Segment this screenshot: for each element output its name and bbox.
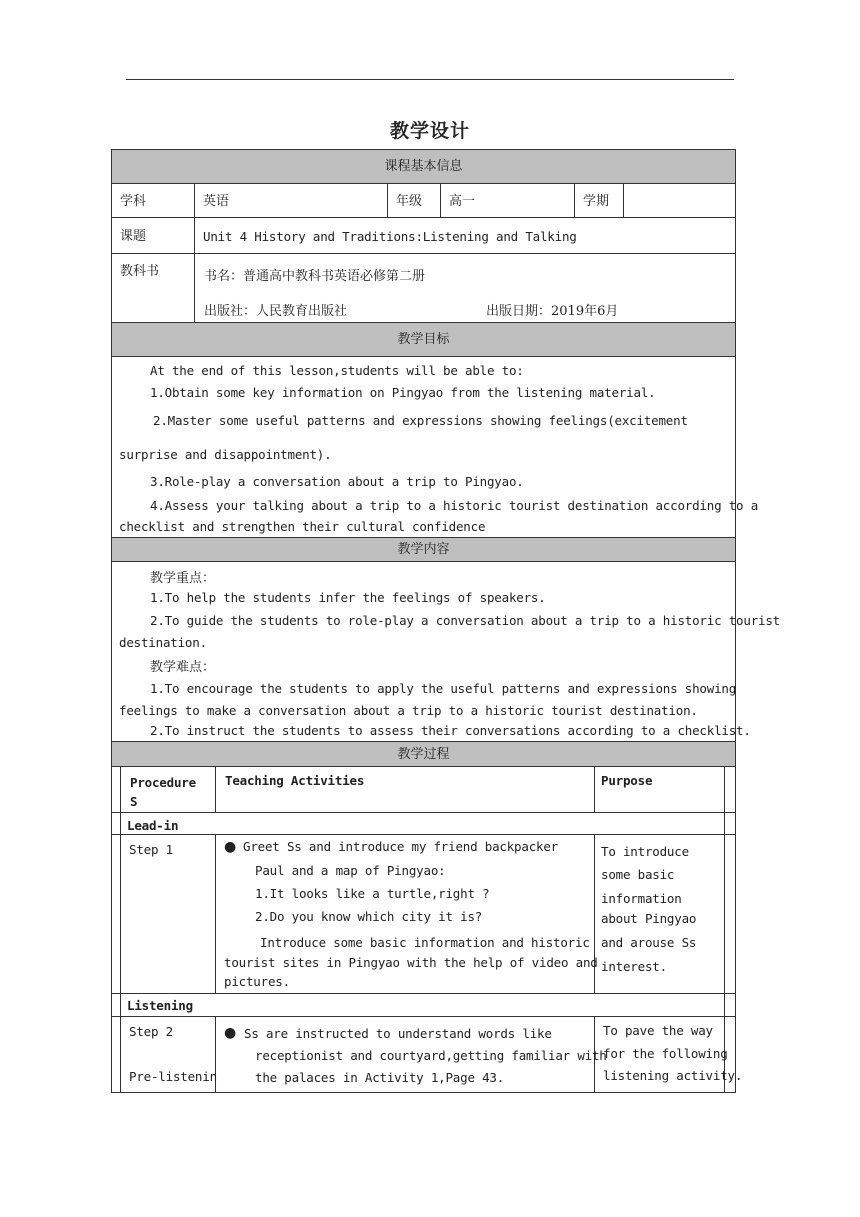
row-divider-listening (111, 1016, 736, 1017)
process-table-left-inner-border (120, 766, 121, 1093)
difficult-point: 2.To instruct the students to assess their conversations according to a checklist. (150, 723, 751, 738)
step1-purpose-line: and arouse Ss (601, 935, 697, 950)
step2-activity-line: receptionist and courtyard,getting familiar with (255, 1048, 607, 1063)
topic-value-cell (194, 217, 736, 254)
bullet-icon: ● (224, 1025, 237, 1041)
key-point: 1.To help the students infer the feelings of speakers. (150, 590, 546, 605)
section-process-label: 教学过程 (397, 747, 450, 762)
row-divider-leadin (111, 834, 736, 835)
term-value-cell (623, 183, 736, 218)
step1-purpose-line: some basic (601, 867, 675, 882)
procedures-header-wrap: S (130, 794, 138, 809)
process-col-divider-2 (594, 766, 595, 812)
step1-activity-line: Greet Ss and introduce my friend backpacker (243, 839, 559, 854)
goal-item: 4.Assess your talking about a trip to a historic tourist destination according to a (150, 498, 759, 513)
section-goals-header (111, 322, 736, 357)
step1-purpose-line: information (601, 891, 682, 906)
section-process-header (111, 741, 736, 767)
publication-date: 出版日期：2019年6月 (486, 304, 619, 319)
topic-label: 课题 (120, 229, 147, 244)
textbook-label: 教科书 (120, 264, 160, 279)
step1-activity-line: 1.It looks like a turtle,right ? (255, 886, 490, 901)
step2-label: Step 2 (129, 1024, 173, 1039)
key-point: 2.To guide the students to role-play a conversation about a trip to a historic tourist (150, 613, 781, 628)
activities-header: Teaching Activities (225, 773, 365, 788)
textbook-value-cell (194, 253, 736, 323)
step1-purpose-line: interest. (601, 959, 667, 974)
grade-label-cell (387, 183, 441, 218)
textbook-label-cell (111, 253, 195, 323)
content-body (111, 561, 781, 742)
process-col-divider-1 (215, 766, 216, 812)
goal-item-continued: checklist and strengthen their cultural confidence (119, 519, 486, 534)
section-basic-info-label: 课程基本信息 (384, 159, 463, 174)
step2-purpose-line: To pave the way (603, 1023, 713, 1038)
topic-value: Unit 4 History and Traditions:Listening and Talking (203, 229, 577, 244)
step1-activity-line: pictures. (224, 974, 290, 989)
goal-item: 1.Obtain some key information on Pingyao from the listening material. (150, 385, 656, 400)
goal-item-continued: surprise and disappointment). (119, 447, 332, 462)
process-table (111, 766, 736, 1093)
grade-value-cell (440, 183, 575, 218)
row-divider-header (111, 812, 736, 813)
process-table-right-inner-border (724, 766, 725, 1093)
step1-activity-line: tourist sites in Pingyao with the help of video and (224, 955, 598, 970)
process-col-divider-1b (215, 834, 216, 994)
book-name: 书名：普通高中教科书英语必修第二册 (204, 269, 426, 284)
header-rule (126, 79, 734, 80)
goal-item: 2.Master some useful patterns and expressions showing feelings(excitement (153, 413, 688, 428)
subject-label-cell (111, 183, 195, 218)
goal-item: 3.Role-play a conversation about a trip to Pingyao. (150, 474, 524, 489)
step2-sublabel: Pre-listenin (129, 1069, 217, 1084)
subject-value-cell (194, 183, 388, 218)
difficult-point-continued: feelings to make a conversation about a trip to a historic tourist destination. (119, 703, 698, 718)
section-goals-label: 教学目标 (397, 332, 450, 347)
term-label: 学期 (583, 194, 610, 209)
procedures-header: Procedure (130, 775, 196, 790)
publisher: 出版社：人民教育出版社 (204, 304, 348, 319)
step2-purpose-line: listening activity. (603, 1068, 743, 1083)
grade-label: 年级 (396, 194, 423, 209)
step2-activity-line: Ss are instructed to understand words like (244, 1026, 552, 1041)
difficult-point: 1.To encourage the students to apply the useful patterns and expressions showing (150, 681, 737, 696)
section-content-header (111, 537, 736, 562)
step2-activity-line: the palaces in Activity 1,Page 43. (255, 1070, 505, 1085)
topic-label-cell (111, 217, 195, 254)
step1-label: Step 1 (129, 842, 173, 857)
term-label-cell (574, 183, 624, 218)
process-col-divider-2b (594, 834, 595, 994)
step1-activity-line: Introduce some basic information and historic (260, 935, 590, 950)
document-title: 教学设计 (389, 120, 470, 142)
subject-value: 英语 (203, 194, 230, 209)
step1-purpose-line: To introduce (601, 844, 689, 859)
section-basic-info-header (111, 149, 736, 184)
subject-label: 学科 (120, 194, 147, 209)
step1-purpose-line: about Pingyao (601, 911, 697, 926)
listening-phase-label: Listening (127, 998, 193, 1013)
grade-value: 高一 (449, 194, 476, 209)
step2-purpose-line: for the following (603, 1046, 728, 1061)
key-points-heading: 教学重点： (150, 571, 216, 586)
section-content-label: 教学内容 (397, 542, 450, 557)
goals-body (111, 356, 759, 538)
row-divider-step1 (111, 993, 736, 994)
bullet-icon: ● (224, 839, 237, 855)
leadin-phase-label: Lead-in (127, 818, 179, 833)
goals-intro: At the end of this lesson,students will be able to: (150, 363, 524, 378)
difficult-points-heading: 教学难点： (150, 660, 216, 675)
step1-activity-line: 2.Do you know which city it is? (255, 909, 483, 924)
key-point-continued: destination. (119, 635, 207, 650)
step1-activity-line: Paul and a map of Pingyao: (255, 863, 446, 878)
purpose-header: Purpose (601, 773, 653, 788)
